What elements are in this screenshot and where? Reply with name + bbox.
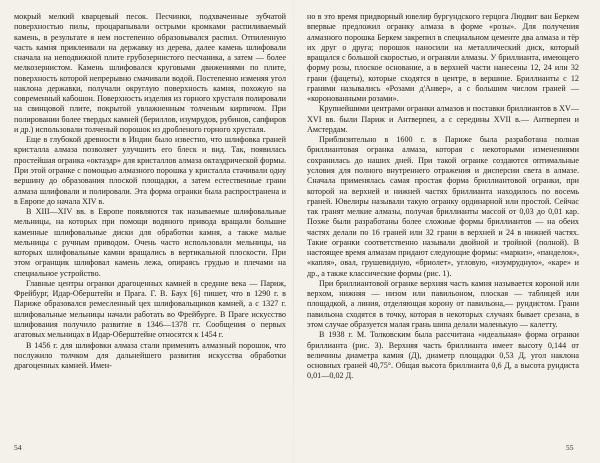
left-paragraph-2: Еще в глубокой древности в Индии было известно, что шлифовка граней кристалла алмаза позволяет улучшить его блеск и вид. Так, появилась простейшая огранка «октаэдр» для кристаллов алмаза октаэдрической формы. При этой огранке с помощью алмазного порошка у кристалла стачивали одну вершину до образования плоской площадки, а затем естественные грани алмаза шлифовали и полировали. Эта форма огранки была распространена и в Европе до начала XIV в. xyxy=(14,135,286,206)
left-paragraph-4: Главные центры огранки драгоценных камней в средние века — Париж, Фрейбург, Идар-Оберштейн и Прага. Г. В. Баух [6] пишет, что в 1290 г. в Париже образовался ремесленный цех шлифовальщиков камней, а с 1327 г. шлифовальные мельницы начали работать во Фрейбурге. В Праге искусство шлифования получило развитие в 1346—1378 гг. Сообщения о первых агатовых мельницах в Идар-Оберштейне относятся к 1454 г. xyxy=(14,278,286,340)
right-paragraph-4: При бриллиантовой огранке верхняя часть камня называется короной или верхом, нижняя — низом или павильоном, плоская — таблицей или площадкой, а линия, отделяющая корону от павильона,— рундистом. Грани павильона сходятся в точку, которая в некоторых случаях бывает срезана, в этом случае образуется малая грань шипа делали маленькую — калетту. xyxy=(307,278,579,329)
right-paragraph-2: Крупнейшими центрами огранки алмазов и поставки бриллиантов в XV—XVI вв. были Париж и Антверпен, а с середины XVII в.— Антверпен и Амстердам. xyxy=(307,104,579,134)
left-paragraph-5: В 1456 г. для шлифовки алмаза стали применять алмазный порошок, что послужило толчком для дальнейшего развития искусства обработки драгоценных камней. Имен- xyxy=(14,340,286,371)
right-page-number: 55 xyxy=(566,443,574,452)
left-paragraph-3: В XIII—XIV вв. в Европе появляются так называемые шлифовальные мельницы, на которых при помощи водяного привода вращали большие каменные шлифовальные диски для обработки камня, а также малые мельницы с ручным приводом. Очень часто использовали мельницы, на которых шлифовальные камни вращались в вертикальной плоскости. При этом огранщик шлифовал камень лежа, опираясь грудью и плечами на специальное устройство. xyxy=(14,207,286,278)
page-gutter xyxy=(293,0,294,463)
right-page xyxy=(307,12,579,382)
right-paragraph-1: но в это время придворный ювелир бургундского герцога Людвиг ван Беркем впервые предложил огранку алмаза в форме «розы». Для получения алмазного порошка Беркем закрепил в специальном цементе два алмаза и тёр их друг о друга; порошок наносили на металлический диск, который вращался с большой скоростью, и ограняли алмазы. У бриллианта, имеющего форму розы, плоское основание, а в верхней части нанесены 12, 24 или 32 грани (фацеты), которые сходятся в центре, в вершине. Бриллианты с 12 гранями назывались «Розами д'Анвер», а с большим числом граней — «коронованными розами». xyxy=(307,12,579,104)
right-paragraph-3: Приблизительно в 1600 г. в Париже была разработана полная бриллиантовая огранка алмаза, которая с некоторыми изменениями сохранилась до наших дней. При такой огранке создаются оптимальные условия для полного внутреннего отражения и дисперсии света в алмазе. Сначала применялась самая простая форма бриллиантовой огранки, при которой на верхней и нижней частях бриллианта находилось по восемь граней. Ювелиры называли такую огранку ординарной или простой. Сейчас так гранят мелкие алмазы, получая бриллианты массой от 0,03 до 0,01 кар. Позже были разработаны более сложные формы бриллиантов — на обеих частях делали по 16 граней или 32 грани в верхней и 24 в нижней частях. Такие огранки соответственно называли двойной и тройной (полной). В настоящее время алмазам придают следующие формы: «маркиз», «панделок», «капля», овал, грушевидную, «бриолет», угловую, «изумрудную», «каре» и др., а также классические формы (рис. 1). xyxy=(307,135,579,278)
left-paragraph-1: мокрый мелкий кварцевый песок. Песчинки, подхваченные зубчатой поверхностью пилы, процарапывали острыми кромками распиливаемый камень, в результате я нем постепенно образовывался распил. Отпиленную часть камня приклеивали на державку из дерева, далее камень шлифовали сначала на неподвижной плите грубозернистого песчаника, а затем — более мелкозернистом. Камень шлифовался круговыми движениями по плите, поверхность которой непрерывно смачивали водой. Постепенно изменяя угол наклона державки, получали округлую поверхность камня, похожую на современный кабошон. Поверхность изделия из горного хрусталя полировали на свинцовой плите, покрытой увлажненным толченым кирпичом. При полировании более твердых камней (бериллов, изумрудов, рубинов, сапфиров и др.) использовали толченый порошок из дробленого горного хрусталя. xyxy=(14,12,286,134)
left-page xyxy=(14,12,286,371)
right-paragraph-5: В 1938 г. М. Толковским была рассчитана «идеальная» форма огранки бриллианта (рис. 3). Верхняя часть бриллианта имеет высоту 0,144 от величины диаметра камня (Д), диаметр площадки 0,53 Д, угол наклона основных граней 40,75°. Общая высота бриллианта 0,6 Д, а высота рундиста 0,01—0,02 Д. xyxy=(307,330,579,381)
left-page-number: 54 xyxy=(14,443,22,452)
